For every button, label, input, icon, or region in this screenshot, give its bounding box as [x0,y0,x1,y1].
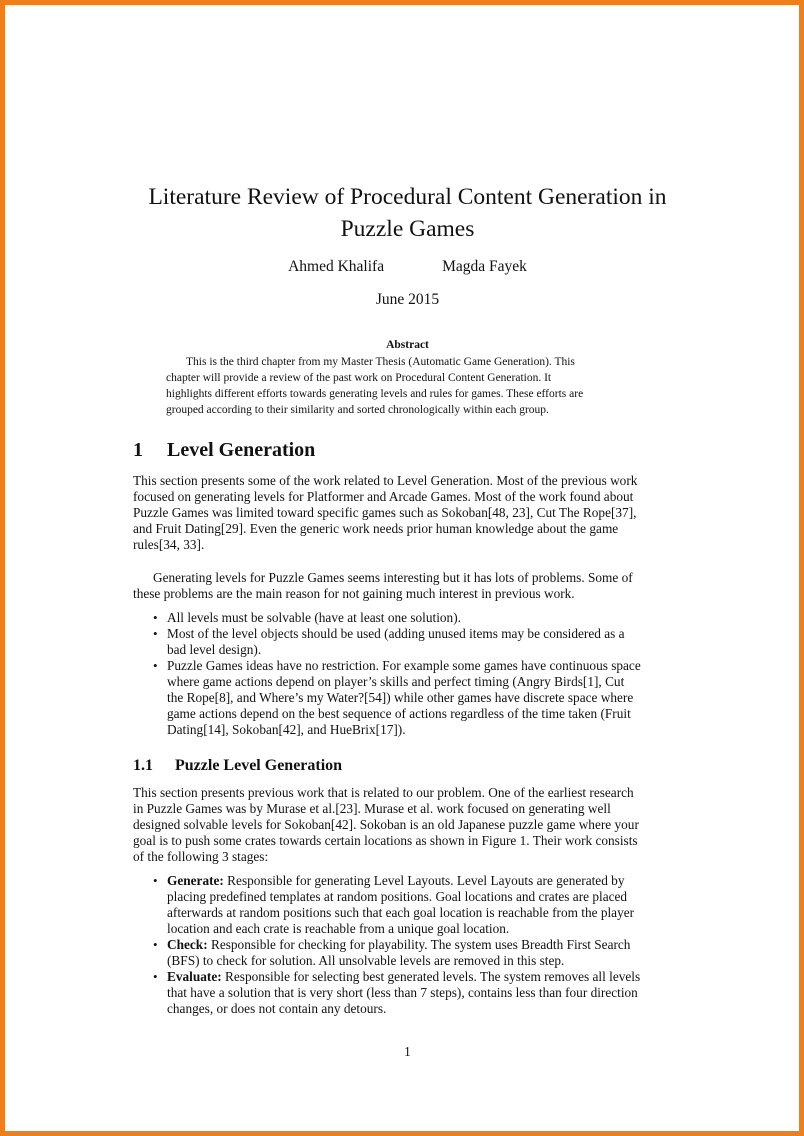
author-list [133,257,682,277]
section-title: Puzzle Level Generation [175,757,343,774]
page-number: 1 [404,1044,411,1059]
text-line: Generating levels for Puzzle Games seems interesting but it has lots of problems. Some of [153,570,633,585]
abstract-line: This is the third chapter from my Master Thesis (Automatic Game Generation). This [186,356,575,368]
text-line: goal is to push some crates towards certain locations as shown in Figure 1. Their work consists [133,833,638,848]
list-item [133,937,682,969]
text-line: the Rope[8], and Where’s my Water?[54]) while other games have discrete space where [167,690,634,705]
abstract-line: chapter will provide a review of the past work on Procedural Content Generation. It [166,372,552,384]
list-item [133,873,682,937]
bullet-icon: • [153,626,158,641]
text-line: All levels must be solvable (have at least one solution). [167,610,461,625]
bullet-icon: • [153,610,158,625]
abstract-line: grouped according to their similarity and sorted chronologically within each group. [166,404,549,416]
bullet-icon: • [153,658,158,673]
abstract-heading: Abstract [386,339,429,351]
text-line: This section presents some of the work related to Level Generation. Most of the previous work [133,473,638,488]
text-line: in Puzzle Games was by Murase et al.[23]. Murase et al. work focused on generating well [133,801,611,816]
bullet-list [133,873,682,1017]
text-line: This section presents previous work that is related to our problem. One of the earliest research [133,785,634,800]
text-line: of the following 3 stages: [133,849,269,864]
title-line: Puzzle Games [340,216,475,242]
text-line: Puzzle Games ideas have no restriction. For example some games have continuous space [167,658,641,673]
author-name: Ahmed Khalifa [288,258,385,275]
section-number: 1 [133,439,143,461]
stage-text: Responsible for checking for playability. The system uses Breadth First Search [207,937,631,952]
stage-label: Evaluate: [167,969,222,984]
text-line: rules[34, 33]. [133,537,205,552]
text-line: (BFS) to check for solution. All unsolvable levels are removed in this step. [167,953,565,968]
paragraph [133,785,682,865]
stage-text: Responsible for selecting best generated levels. The system removes all levels [221,969,641,984]
text-line [167,873,682,889]
text-line: and Fruit Dating[29]. Even the generic work needs prior human knowledge about the game [133,521,619,536]
text-line: where game actions depend on player’s skills and perfect timing (Angry Birds[1], Cut [167,674,625,689]
list-item [133,626,682,658]
list-item [133,658,682,738]
text-line: that have a solution that is very short (less than 7 steps), contains less than four direction [167,985,638,1000]
bullet-icon: • [153,873,158,888]
text-line: game actions depend on the best sequence of actions regardless of the time taken (Fruit [167,706,631,721]
stage-text: Responsible for generating Level Layouts. Level Layouts are generated by [223,873,625,888]
text-line: changes, or does not contain any detours. [167,1001,387,1016]
text-line: Most of the level objects should be used (adding unused items may be considered as a [167,626,625,641]
list-item [133,610,682,626]
bullet-icon: • [153,937,158,952]
bullet-list [133,610,682,738]
title-line: Literature Review of Procedural Content Generation in [148,184,667,210]
abstract-text [166,354,649,418]
text-line: focused on generating levels for Platformer and Arcade Games. Most of the work found about [133,489,634,504]
text-line: designed solvable levels for Sokoban[42]. Sokoban is an old Japanese puzzle game where your [133,817,639,832]
section-title: Level Generation [167,439,316,461]
publication-date: June 2015 [375,291,440,308]
section-number: 1.1 [133,757,153,774]
text-line: location and each crate is reachable from a unique goal location. [167,921,510,936]
paragraph [133,473,682,553]
text-line: Puzzle Games was limited toward specific games such as Sokoban[48, 23], Cut The Rope[37], [133,505,637,520]
subsection-heading [133,755,342,777]
paragraph [133,570,682,602]
text-line: afterwards at random positions such that each goal location is reachable from the player [167,905,635,920]
author-name: Magda Fayek [442,258,527,275]
paper-title [133,181,682,245]
text-line [167,969,682,985]
text-line: bad level design). [167,642,262,657]
stage-label: Check: [167,937,208,952]
text-line: placing predefined templates at random positions. Goal locations and crates are placed [167,889,628,904]
bullet-icon: • [153,969,158,984]
list-item [133,969,682,1017]
section-heading [133,437,315,463]
text-line: these problems are the main reason for not gaining much interest in previous work. [133,586,575,601]
stage-label: Generate: [167,873,224,888]
text-line: Dating[14], Sokoban[42], and HueBrix[17]). [167,722,406,737]
abstract-line: highlights different efforts towards generating levels and rules for games. These efforts are [166,388,584,400]
text-line [167,937,682,953]
